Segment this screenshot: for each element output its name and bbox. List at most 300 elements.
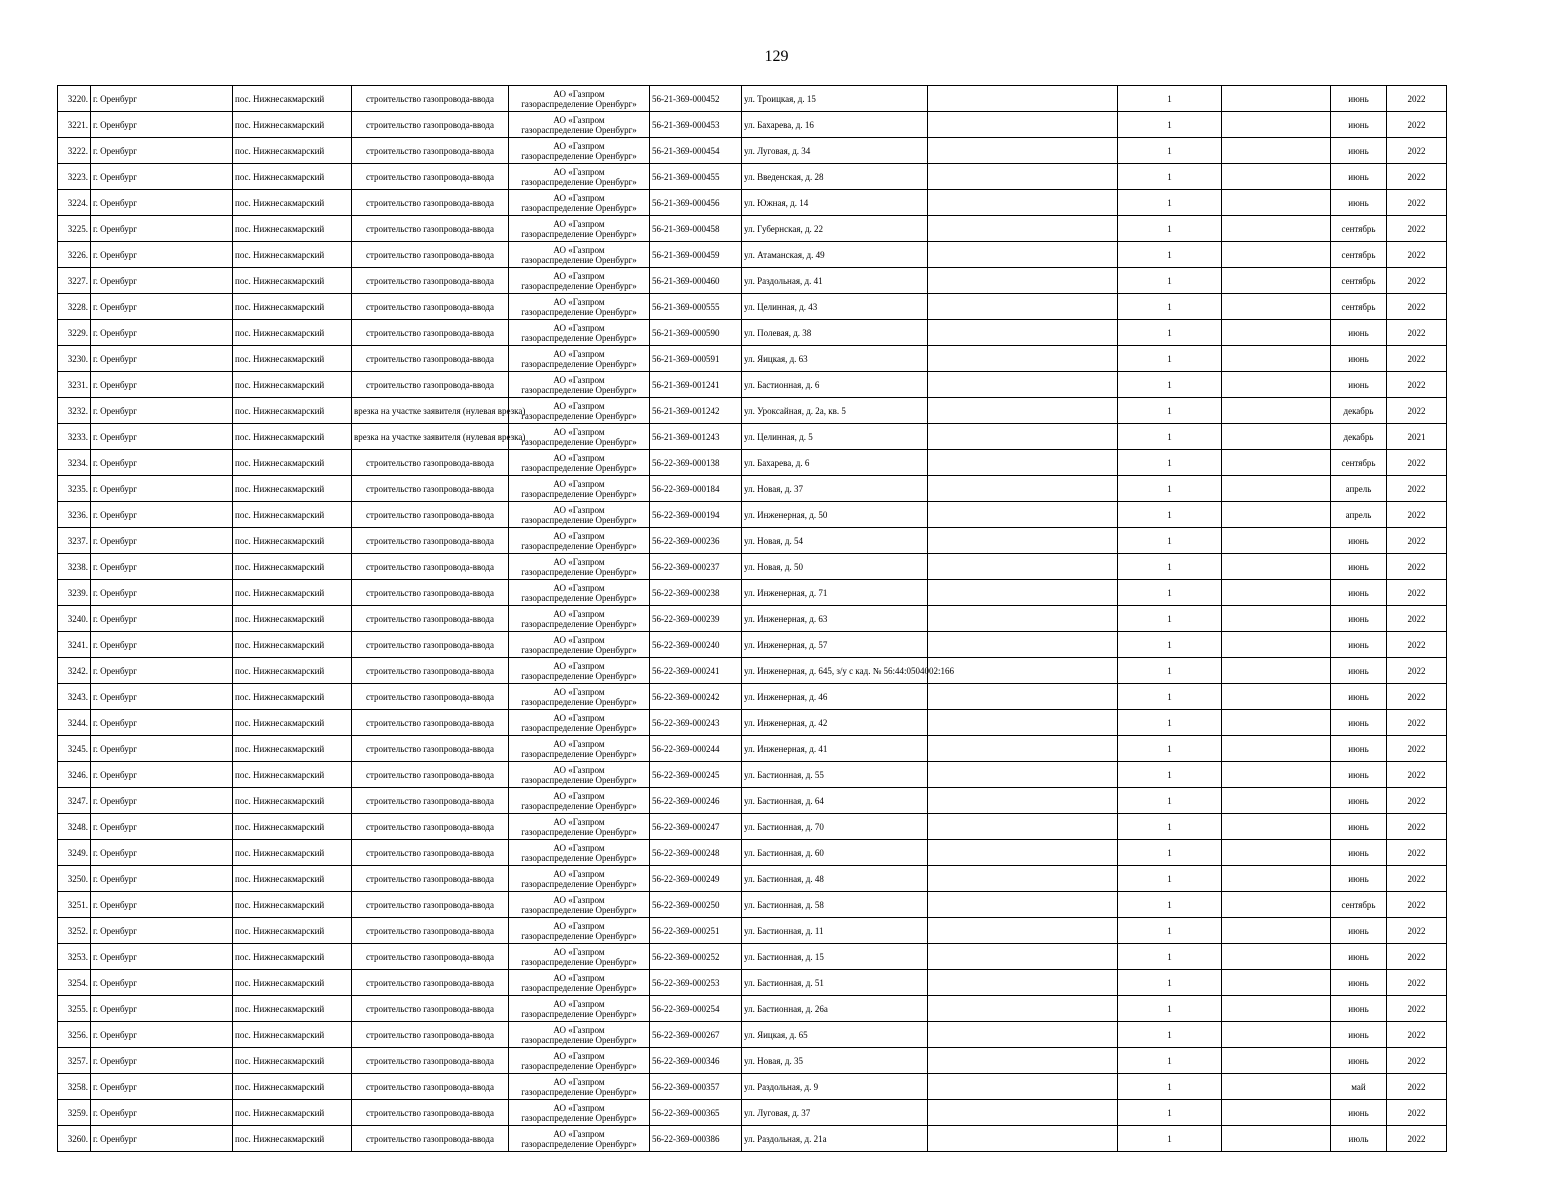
organization-line-1: АО «Газпром (553, 790, 605, 801)
city-cell: г. Оренбург (91, 112, 233, 138)
month-cell: сентябрь (1331, 450, 1387, 476)
application-code-cell: 56-22-369-000244 (650, 736, 742, 762)
month-cell: июнь (1331, 814, 1387, 840)
organization-line-2: газораспределение Оренбург» (521, 592, 637, 603)
address-cell: ул. Бастионная, д. 60 (742, 840, 928, 866)
empty-cell (1222, 242, 1331, 268)
count-cell: 1 (1118, 1074, 1222, 1100)
address-cell: ул. Яицкая, д. 63 (742, 346, 928, 372)
count-cell: 1 (1118, 996, 1222, 1022)
count-cell: 1 (1118, 476, 1222, 502)
month-cell: июнь (1331, 1022, 1387, 1048)
address-cell: ул. Новая, д. 54 (742, 528, 928, 554)
organization-line-2: газораспределение Оренбург» (521, 228, 637, 239)
settlement-cell: пос. Нижнесакмарский (233, 502, 352, 528)
address-cell: ул. Бастионная, д. 15 (742, 944, 928, 970)
table-row (58, 684, 1447, 710)
count-cell: 1 (1118, 528, 1222, 554)
month-cell: июнь (1331, 1100, 1387, 1126)
organization-cell (509, 892, 650, 918)
address-cell: ул. Бастионная, д. 70 (742, 814, 928, 840)
city-cell: г. Оренбург (91, 736, 233, 762)
empty-cell (1222, 1074, 1331, 1100)
organization-line-1: АО «Газпром (553, 192, 605, 203)
application-code-cell: 56-22-369-000267 (650, 1022, 742, 1048)
year-cell: 2022 (1387, 502, 1447, 528)
year-cell: 2022 (1387, 86, 1447, 112)
settlement-cell: пос. Нижнесакмарский (233, 476, 352, 502)
year-cell: 2022 (1387, 996, 1447, 1022)
address-cell: ул. Инженерная, д. 42 (742, 710, 928, 736)
table-row (58, 164, 1447, 190)
row-number-cell: 3256. (58, 1022, 91, 1048)
city-cell: г. Оренбург (91, 944, 233, 970)
city-cell: г. Оренбург (91, 996, 233, 1022)
table-row (58, 528, 1447, 554)
empty-cell (1222, 892, 1331, 918)
month-cell: июнь (1331, 528, 1387, 554)
settlement-cell: пос. Нижнесакмарский (233, 424, 352, 450)
city-cell: г. Оренбург (91, 632, 233, 658)
application-code-cell: 56-22-369-000238 (650, 580, 742, 606)
application-code-cell: 56-22-369-000346 (650, 1048, 742, 1074)
organization-line-1: АО «Газпром (553, 868, 605, 879)
empty-cell (1222, 398, 1331, 424)
organization-cell (509, 476, 650, 502)
organization-line-2: газораспределение Оренбург» (521, 1008, 637, 1019)
organization-cell (509, 216, 650, 242)
table-row (58, 1126, 1447, 1152)
work-type-cell: строительство газопровода-ввода (352, 762, 509, 788)
organization-line-2: газораспределение Оренбург» (521, 670, 637, 681)
empty-cell (928, 554, 1118, 580)
empty-cell (928, 606, 1118, 632)
empty-cell (928, 86, 1118, 112)
table-row (58, 242, 1447, 268)
work-type-cell: строительство газопровода-ввода (352, 554, 509, 580)
empty-cell (928, 684, 1118, 710)
organization-line-2: газораспределение Оренбург» (521, 852, 637, 863)
year-cell: 2022 (1387, 840, 1447, 866)
organization-line-1: АО «Газпром (553, 816, 605, 827)
count-cell: 1 (1118, 710, 1222, 736)
count-cell: 1 (1118, 450, 1222, 476)
year-cell: 2022 (1387, 554, 1447, 580)
empty-cell (1222, 606, 1331, 632)
settlement-cell: пос. Нижнесакмарский (233, 970, 352, 996)
empty-cell (1222, 1048, 1331, 1074)
empty-cell (1222, 944, 1331, 970)
table-row (58, 788, 1447, 814)
address-cell: ул. Инженерная, д. 50 (742, 502, 928, 528)
address-cell: ул. Новая, д. 37 (742, 476, 928, 502)
settlement-cell: пос. Нижнесакмарский (233, 216, 352, 242)
address-cell: ул. Бастионная, д. 6 (742, 372, 928, 398)
empty-cell (928, 866, 1118, 892)
city-cell: г. Оренбург (91, 970, 233, 996)
count-cell: 1 (1118, 320, 1222, 346)
organization-line-2: газораспределение Оренбург» (521, 280, 637, 291)
organization-cell (509, 294, 650, 320)
row-number-cell: 3244. (58, 710, 91, 736)
count-cell: 1 (1118, 216, 1222, 242)
count-cell: 1 (1118, 268, 1222, 294)
row-number-cell: 3259. (58, 1100, 91, 1126)
city-cell: г. Оренбург (91, 814, 233, 840)
application-code-cell: 56-22-369-000249 (650, 866, 742, 892)
month-cell: июнь (1331, 190, 1387, 216)
empty-cell (928, 242, 1118, 268)
row-number-cell: 3246. (58, 762, 91, 788)
page-number: 129 (764, 48, 789, 65)
organization-line-1: АО «Газпром (553, 218, 605, 229)
empty-cell (1222, 502, 1331, 528)
year-cell: 2022 (1387, 398, 1447, 424)
work-type-cell: строительство газопровода-ввода (352, 840, 509, 866)
year-cell: 2022 (1387, 866, 1447, 892)
organization-line-1: АО «Газпром (553, 998, 605, 1009)
table-row (58, 450, 1447, 476)
work-type-cell: строительство газопровода-ввода (352, 918, 509, 944)
count-cell: 1 (1118, 658, 1222, 684)
organization-cell (509, 1074, 650, 1100)
settlement-cell: пос. Нижнесакмарский (233, 1126, 352, 1152)
row-number-cell: 3255. (58, 996, 91, 1022)
organization-line-1: АО «Газпром (553, 1102, 605, 1113)
organization-cell (509, 944, 650, 970)
organization-line-2: газораспределение Оренбург» (521, 982, 637, 993)
settlement-cell: пос. Нижнесакмарский (233, 606, 352, 632)
organization-cell (509, 788, 650, 814)
month-cell: сентябрь (1331, 268, 1387, 294)
empty-cell (928, 970, 1118, 996)
organization-line-1: АО «Газпром (553, 374, 605, 385)
city-cell: г. Оренбург (91, 320, 233, 346)
empty-cell (928, 1126, 1118, 1152)
organization-line-1: АО «Газпром (553, 686, 605, 697)
row-number-cell: 3224. (58, 190, 91, 216)
work-type-cell: строительство газопровода-ввода (352, 710, 509, 736)
application-code-cell: 56-21-369-000454 (650, 138, 742, 164)
city-cell: г. Оренбург (91, 502, 233, 528)
month-cell: июнь (1331, 1048, 1387, 1074)
year-cell: 2022 (1387, 658, 1447, 684)
month-cell: сентябрь (1331, 242, 1387, 268)
address-cell: ул. Бастионная, д. 55 (742, 762, 928, 788)
organization-line-1: АО «Газпром (553, 894, 605, 905)
organization-cell (509, 164, 650, 190)
organization-line-1: АО «Газпром (553, 842, 605, 853)
empty-cell (1222, 320, 1331, 346)
empty-cell (1222, 684, 1331, 710)
empty-cell (928, 528, 1118, 554)
organization-line-2: газораспределение Оренбург» (521, 930, 637, 941)
organization-line-1: АО «Газпром (553, 920, 605, 931)
organization-cell (509, 138, 650, 164)
settlement-cell: пос. Нижнесакмарский (233, 1048, 352, 1074)
empty-cell (1222, 710, 1331, 736)
organization-cell (509, 1022, 650, 1048)
month-cell: май (1331, 1074, 1387, 1100)
month-cell: июнь (1331, 606, 1387, 632)
organization-line-1: АО «Газпром (553, 1128, 605, 1139)
settlement-cell: пос. Нижнесакмарский (233, 814, 352, 840)
empty-cell (1222, 970, 1331, 996)
city-cell: г. Оренбург (91, 866, 233, 892)
table-row (58, 632, 1447, 658)
count-cell: 1 (1118, 554, 1222, 580)
empty-cell (1222, 918, 1331, 944)
city-cell: г. Оренбург (91, 892, 233, 918)
count-cell: 1 (1118, 1100, 1222, 1126)
table-row (58, 1048, 1447, 1074)
year-cell: 2021 (1387, 424, 1447, 450)
empty-cell (928, 424, 1118, 450)
count-cell: 1 (1118, 372, 1222, 398)
settlement-cell: пос. Нижнесакмарский (233, 138, 352, 164)
work-type-cell: строительство газопровода-ввода (352, 450, 509, 476)
city-cell: г. Оренбург (91, 762, 233, 788)
application-code-cell: 56-22-369-000246 (650, 788, 742, 814)
organization-line-1: АО «Газпром (553, 88, 605, 99)
application-code-cell: 56-22-369-000253 (650, 970, 742, 996)
organization-cell (509, 1048, 650, 1074)
address-cell: ул. Бастионная, д. 64 (742, 788, 928, 814)
empty-cell (1222, 424, 1331, 450)
organization-cell (509, 528, 650, 554)
organization-cell (509, 684, 650, 710)
year-cell: 2022 (1387, 372, 1447, 398)
organization-line-1: АО «Газпром (553, 608, 605, 619)
settlement-cell: пос. Нижнесакмарский (233, 346, 352, 372)
empty-cell (1222, 450, 1331, 476)
organization-line-1: АО «Газпром (553, 1024, 605, 1035)
organization-cell (509, 268, 650, 294)
row-number-cell: 3247. (58, 788, 91, 814)
count-cell: 1 (1118, 970, 1222, 996)
organization-line-1: АО «Газпром (553, 270, 605, 281)
empty-cell (1222, 190, 1331, 216)
year-cell: 2022 (1387, 580, 1447, 606)
address-cell: ул. Губернская, д. 22 (742, 216, 928, 242)
empty-cell (928, 320, 1118, 346)
year-cell: 2022 (1387, 944, 1447, 970)
empty-cell (1222, 346, 1331, 372)
organization-line-1: АО «Газпром (553, 660, 605, 671)
organization-cell (509, 606, 650, 632)
application-code-cell: 56-21-369-000459 (650, 242, 742, 268)
count-cell: 1 (1118, 684, 1222, 710)
work-type-cell: строительство газопровода-ввода (352, 684, 509, 710)
count-cell: 1 (1118, 502, 1222, 528)
organization-cell (509, 554, 650, 580)
settlement-cell: пос. Нижнесакмарский (233, 372, 352, 398)
organization-cell (509, 450, 650, 476)
row-number-cell: 3233. (58, 424, 91, 450)
settlement-cell: пос. Нижнесакмарский (233, 996, 352, 1022)
address-cell: ул. Бастионная, д. 48 (742, 866, 928, 892)
year-cell: 2022 (1387, 1048, 1447, 1074)
settlement-cell: пос. Нижнесакмарский (233, 294, 352, 320)
year-cell: 2022 (1387, 892, 1447, 918)
empty-cell (1222, 1100, 1331, 1126)
organization-cell (509, 736, 650, 762)
empty-cell (928, 268, 1118, 294)
organization-line-2: газораспределение Оренбург» (521, 150, 637, 161)
row-number-cell: 3220. (58, 86, 91, 112)
row-number-cell: 3227. (58, 268, 91, 294)
address-cell: ул. Инженерная, д. 71 (742, 580, 928, 606)
empty-cell (928, 710, 1118, 736)
empty-cell (1222, 788, 1331, 814)
empty-cell (928, 658, 1118, 684)
row-number-cell: 3254. (58, 970, 91, 996)
month-cell: июнь (1331, 736, 1387, 762)
settlement-cell: пос. Нижнесакмарский (233, 736, 352, 762)
count-cell: 1 (1118, 788, 1222, 814)
city-cell: г. Оренбург (91, 216, 233, 242)
settlement-cell: пос. Нижнесакмарский (233, 840, 352, 866)
empty-cell (928, 944, 1118, 970)
empty-cell (1222, 814, 1331, 840)
table-row (58, 372, 1447, 398)
count-cell: 1 (1118, 866, 1222, 892)
organization-line-1: АО «Газпром (553, 400, 605, 411)
organization-cell (509, 632, 650, 658)
city-cell: г. Оренбург (91, 918, 233, 944)
year-cell: 2022 (1387, 1126, 1447, 1152)
organization-line-2: газораспределение Оренбург» (521, 462, 637, 473)
settlement-cell: пос. Нижнесакмарский (233, 866, 352, 892)
month-cell: июнь (1331, 866, 1387, 892)
organization-line-1: АО «Газпром (553, 296, 605, 307)
table-row (58, 112, 1447, 138)
row-number-cell: 3223. (58, 164, 91, 190)
organization-line-2: газораспределение Оренбург» (521, 774, 637, 785)
city-cell: г. Оренбург (91, 398, 233, 424)
empty-cell (928, 892, 1118, 918)
count-cell: 1 (1118, 840, 1222, 866)
settlement-cell: пос. Нижнесакмарский (233, 710, 352, 736)
empty-cell (928, 398, 1118, 424)
application-code-cell: 56-21-369-000452 (650, 86, 742, 112)
organization-line-1: АО «Газпром (553, 348, 605, 359)
organization-line-2: газораспределение Оренбург» (521, 1060, 637, 1071)
organization-cell (509, 918, 650, 944)
count-cell: 1 (1118, 944, 1222, 970)
empty-cell (1222, 138, 1331, 164)
settlement-cell: пос. Нижнесакмарский (233, 86, 352, 112)
city-cell: г. Оренбург (91, 788, 233, 814)
empty-cell (1222, 268, 1331, 294)
city-cell: г. Оренбург (91, 1074, 233, 1100)
work-type-cell: строительство газопровода-ввода (352, 528, 509, 554)
table-row (58, 190, 1447, 216)
application-code-cell: 56-21-369-001243 (650, 424, 742, 450)
empty-cell (928, 580, 1118, 606)
year-cell: 2022 (1387, 320, 1447, 346)
month-cell: сентябрь (1331, 216, 1387, 242)
settlement-cell: пос. Нижнесакмарский (233, 398, 352, 424)
settlement-cell: пос. Нижнесакмарский (233, 762, 352, 788)
empty-cell (928, 450, 1118, 476)
month-cell: июнь (1331, 684, 1387, 710)
work-type-cell: строительство газопровода-ввода (352, 606, 509, 632)
settlement-cell: пос. Нижнесакмарский (233, 1100, 352, 1126)
organization-line-1: АО «Газпром (553, 244, 605, 255)
work-type-cell: строительство газопровода-ввода (352, 1074, 509, 1100)
work-type-cell: строительство газопровода-ввода (352, 788, 509, 814)
city-cell: г. Оренбург (91, 1126, 233, 1152)
work-type-cell: строительство газопровода-ввода (352, 164, 509, 190)
count-cell: 1 (1118, 892, 1222, 918)
settlement-cell: пос. Нижнесакмарский (233, 1074, 352, 1100)
empty-cell (928, 502, 1118, 528)
address-cell: ул. Раздольная, д. 21а (742, 1126, 928, 1152)
year-cell: 2022 (1387, 268, 1447, 294)
address-cell: ул. Инженерная, д. 63 (742, 606, 928, 632)
year-cell: 2022 (1387, 138, 1447, 164)
year-cell: 2022 (1387, 1074, 1447, 1100)
organization-line-2: газораспределение Оренбург» (521, 618, 637, 629)
work-type-cell: строительство газопровода-ввода (352, 320, 509, 346)
organization-cell (509, 398, 650, 424)
month-cell: июнь (1331, 86, 1387, 112)
application-code-cell: 56-22-369-000138 (650, 450, 742, 476)
city-cell: г. Оренбург (91, 476, 233, 502)
application-code-cell: 56-22-369-000243 (650, 710, 742, 736)
address-cell: ул. Бахарева, д. 16 (742, 112, 928, 138)
table-row (58, 970, 1447, 996)
empty-cell (928, 814, 1118, 840)
address-cell: ул. Введенская, д. 28 (742, 164, 928, 190)
empty-cell (928, 736, 1118, 762)
count-cell: 1 (1118, 762, 1222, 788)
address-cell: ул. Троицкая, д. 15 (742, 86, 928, 112)
address-cell: ул. Луговая, д. 34 (742, 138, 928, 164)
organization-cell (509, 320, 650, 346)
organization-line-2: газораспределение Оренбург» (521, 514, 637, 525)
city-cell: г. Оренбург (91, 450, 233, 476)
table-row (58, 710, 1447, 736)
city-cell: г. Оренбург (91, 190, 233, 216)
city-cell: г. Оренбург (91, 268, 233, 294)
address-cell: ул. Бастионная, д. 26а (742, 996, 928, 1022)
table-row (58, 944, 1447, 970)
work-type-cell: строительство газопровода-ввода (352, 580, 509, 606)
city-cell: г. Оренбург (91, 242, 233, 268)
city-cell: г. Оренбург (91, 658, 233, 684)
settlement-cell: пос. Нижнесакмарский (233, 788, 352, 814)
application-code-cell: 56-22-369-000386 (650, 1126, 742, 1152)
address-cell: ул. Полевая, д. 38 (742, 320, 928, 346)
organization-line-2: газораспределение Оренбург» (521, 254, 637, 265)
year-cell: 2022 (1387, 736, 1447, 762)
year-cell: 2022 (1387, 216, 1447, 242)
empty-cell (928, 294, 1118, 320)
organization-line-2: газораспределение Оренбург» (521, 384, 637, 395)
table-row (58, 554, 1447, 580)
address-cell: ул. Инженерная, д. 46 (742, 684, 928, 710)
application-code-cell: 56-22-369-000236 (650, 528, 742, 554)
month-cell: апрель (1331, 502, 1387, 528)
month-cell: июнь (1331, 632, 1387, 658)
city-cell: г. Оренбург (91, 1048, 233, 1074)
empty-cell (1222, 762, 1331, 788)
organization-cell (509, 346, 650, 372)
organization-cell (509, 242, 650, 268)
empty-cell (1222, 554, 1331, 580)
